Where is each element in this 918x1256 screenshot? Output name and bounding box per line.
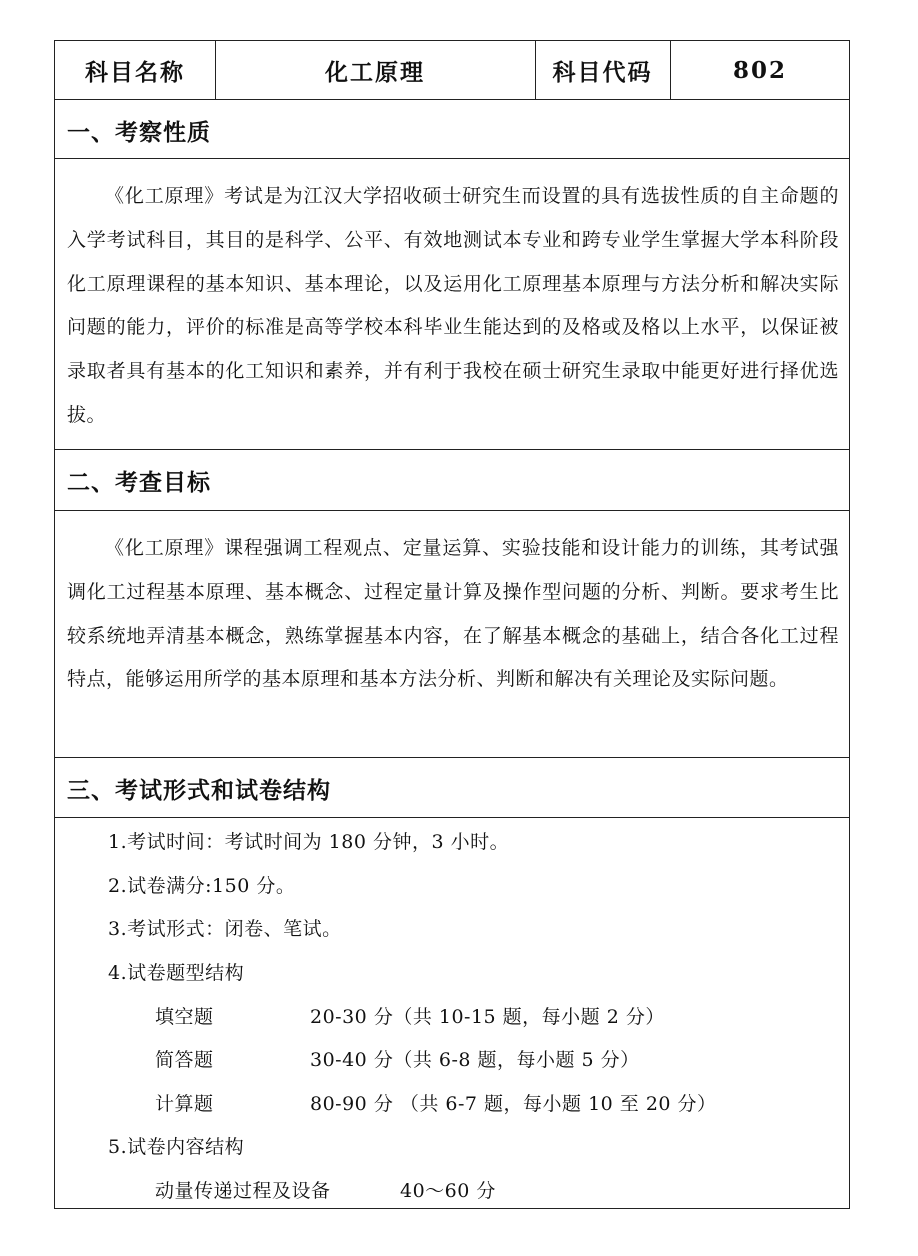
question-type-name: 计算题 — [155, 1093, 214, 1115]
row-divider — [55, 158, 849, 159]
content-item-score: 40～60 分 — [400, 1180, 496, 1202]
list-item-full-score: 2.试卷满分:150 分。 — [108, 875, 296, 897]
section-title-nature: 一、考察性质 — [67, 119, 211, 146]
content-item-name: 动量传递过程及设备 — [155, 1180, 331, 1202]
list-item-content-structure: 5.试卷内容结构 — [108, 1136, 245, 1158]
question-type-name: 填空题 — [155, 1006, 214, 1028]
list-item-exam-form: 3.考试形式：闭卷、笔试。 — [108, 918, 342, 940]
row-divider — [55, 99, 849, 100]
section-body-nature: 《化工原理》考试是为江汉大学招收硕士研究生而设置的具有选拔性质的自主命题的入学考试科目，其目的是科学、公平、有效地测试本专业和跨专业学生掌握大学本科阶段化工原理课程的基本知识、基本理论，以及运用化工原理基本原理与方法分析和解决实际问题的能力，评价的标准是高等学校本科毕业生能达到的及格或及格以上水平，以保证被录取者具有基本的化工知识和素养，并有利于我校在硕士研究生录取中能更好进行择优选拔。 — [67, 185, 839, 426]
subject-code-value: 802 — [732, 57, 787, 84]
row-divider — [55, 817, 849, 818]
section-body-objectives: 《化工原理》课程强调工程观点、定量运算、实验技能和设计能力的训练，其考试强调化工过程基本原理、基本概念、过程定量计算及操作型问题的分析、判断。要求考生比较系统地弄清基本概念，熟练掌握基本内容，在了解基本概念的基础上，结合各化工过程特点，能够运用所学的基本原理和基本方法分析、判断和解决有关理论及实际问题。 — [67, 537, 839, 691]
section-title-format: 三、考试形式和试卷结构 — [67, 777, 331, 804]
exam-syllabus-table — [54, 40, 850, 1209]
list-item-exam-time: 1.考试时间：考试时间为 180 分钟，3 小时。 — [108, 831, 510, 853]
subject-name-label: 科目名称 — [85, 59, 185, 86]
row-divider — [55, 510, 849, 511]
row-divider — [55, 449, 849, 450]
question-type-name: 简答题 — [155, 1049, 214, 1071]
list-item-question-types: 4.试卷题型结构 — [108, 962, 245, 984]
question-type-detail: 20-30 分（共 10-15 题，每小题 2 分） — [310, 1006, 665, 1028]
subject-code-label: 科目代码 — [552, 59, 653, 86]
question-type-detail: 80-90 分 （共 6-7 题，每小题 10 至 20 分） — [310, 1093, 717, 1115]
question-type-detail: 30-40 分（共 6-8 题，每小题 5 分） — [310, 1049, 640, 1071]
subject-name-value: 化工原理 — [325, 59, 425, 86]
row-divider — [55, 757, 849, 758]
section-title-objectives: 二、考查目标 — [67, 469, 211, 496]
